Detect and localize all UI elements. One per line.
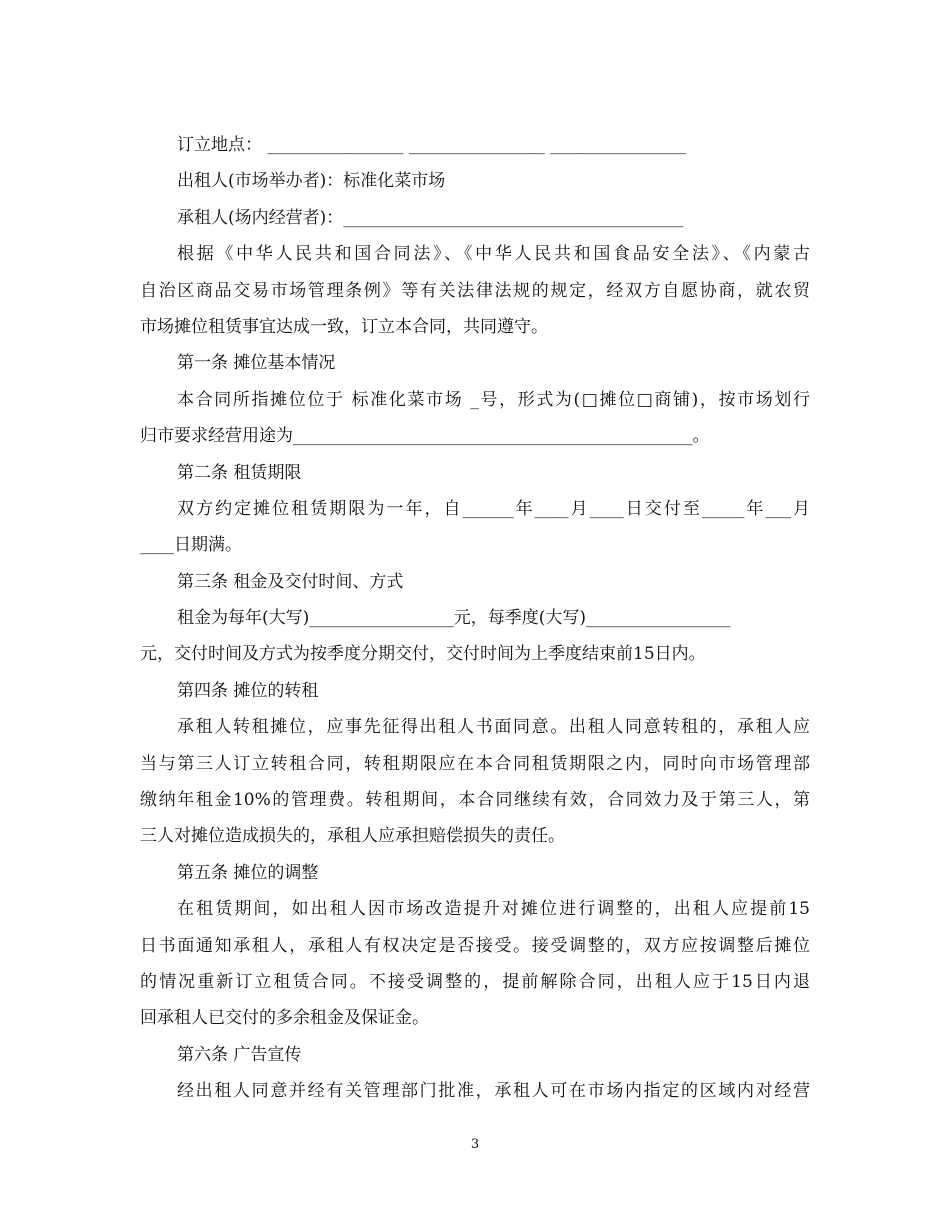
article-4-heading: 第四条 摊位的转租: [177, 681, 319, 701]
lessee-line: 承租人(场内经营者)：________________________________________: [177, 208, 684, 228]
page-number: 3: [470, 1137, 480, 1152]
article-4-line-4: 三人对摊位造成损失的，承租人应承担赔偿损失的责任。: [140, 826, 565, 846]
article-5-line-2: 日书面通知承租人，承租人有权决定是否接受。接受调整的，双方应按调整后摊位: [140, 936, 810, 956]
article-1-heading: 第一条 摊位基本情况: [177, 353, 336, 373]
lessor-line: 出租人(市场举办者)：标准化菜市场: [177, 171, 446, 191]
article-4-line-1: 承租人转租摊位，应事先征得出租人书面同意。出租人同意转租的，承租人应: [177, 717, 810, 737]
article-2-line-2: ____日期满。: [140, 535, 242, 555]
article-2-line-1: 双方约定摊位租赁期限为一年，自______年____月____日交付至_____年___月: [177, 499, 810, 519]
article-6-heading: 第六条 广告宣传: [177, 1045, 302, 1065]
article-5-line-1: 在租赁期间，如出租人因市场改造提升对摊位进行调整的，出租人应提前15: [177, 899, 810, 919]
article-5-line-3: 的情况重新订立租赁合同。不接受调整的，提前解除合同，出租人应于15日内退: [140, 972, 810, 992]
article-1-line-2: 归市要求经营用途为_______________________________________________。: [140, 426, 710, 446]
article-5-heading: 第五条 摊位的调整: [177, 863, 319, 883]
article-4-line-3: 缴纳年租金10%的管理费。转租期间，本合同继续有效，合同效力及于第三人，第: [140, 790, 810, 810]
preamble-line-2: 自治区商品交易市场管理条例》等有关法律法规的规定，经双方自愿协商，就农贸: [140, 281, 810, 301]
article-6-line-1: 经出租人同意并经有关管理部门批准，承租人可在市场内指定的区域内对经营: [177, 1081, 810, 1101]
article-3-line-1: 租金为每年(大写)_________________元，每季度(大写)_________________: [177, 608, 731, 628]
article-4-line-2: 当与第三人订立转租合同，转租期限应在本合同租赁期限之内，同时向市场管理部: [140, 754, 810, 774]
article-3-heading: 第三条 租金及交付时间、方式: [177, 572, 404, 592]
article-2-heading: 第二条 租赁期限: [177, 463, 302, 483]
signing-place-line: 订立地点： ________________ ________________ ________________: [177, 135, 687, 155]
article-5-line-4: 回承租人已交付的多余租金及保证金。: [140, 1008, 429, 1028]
article-1-line-1: 本合同所指摊位位于 标准化菜市场 _号，形式为(□摊位□商铺)，按市场划行: [177, 390, 810, 410]
article-3-line-2: 元，交付时间及方式为按季度分期交付，交付时间为上季度结束前15日内。: [140, 644, 706, 664]
preamble-line-1: 根据《中华人民共和国合同法》、《中华人民共和国食品安全法》、《内蒙古: [177, 244, 810, 264]
preamble-line-3: 市场摊位租赁事宜达成一致，订立本合同，共同遵守。: [140, 317, 548, 337]
